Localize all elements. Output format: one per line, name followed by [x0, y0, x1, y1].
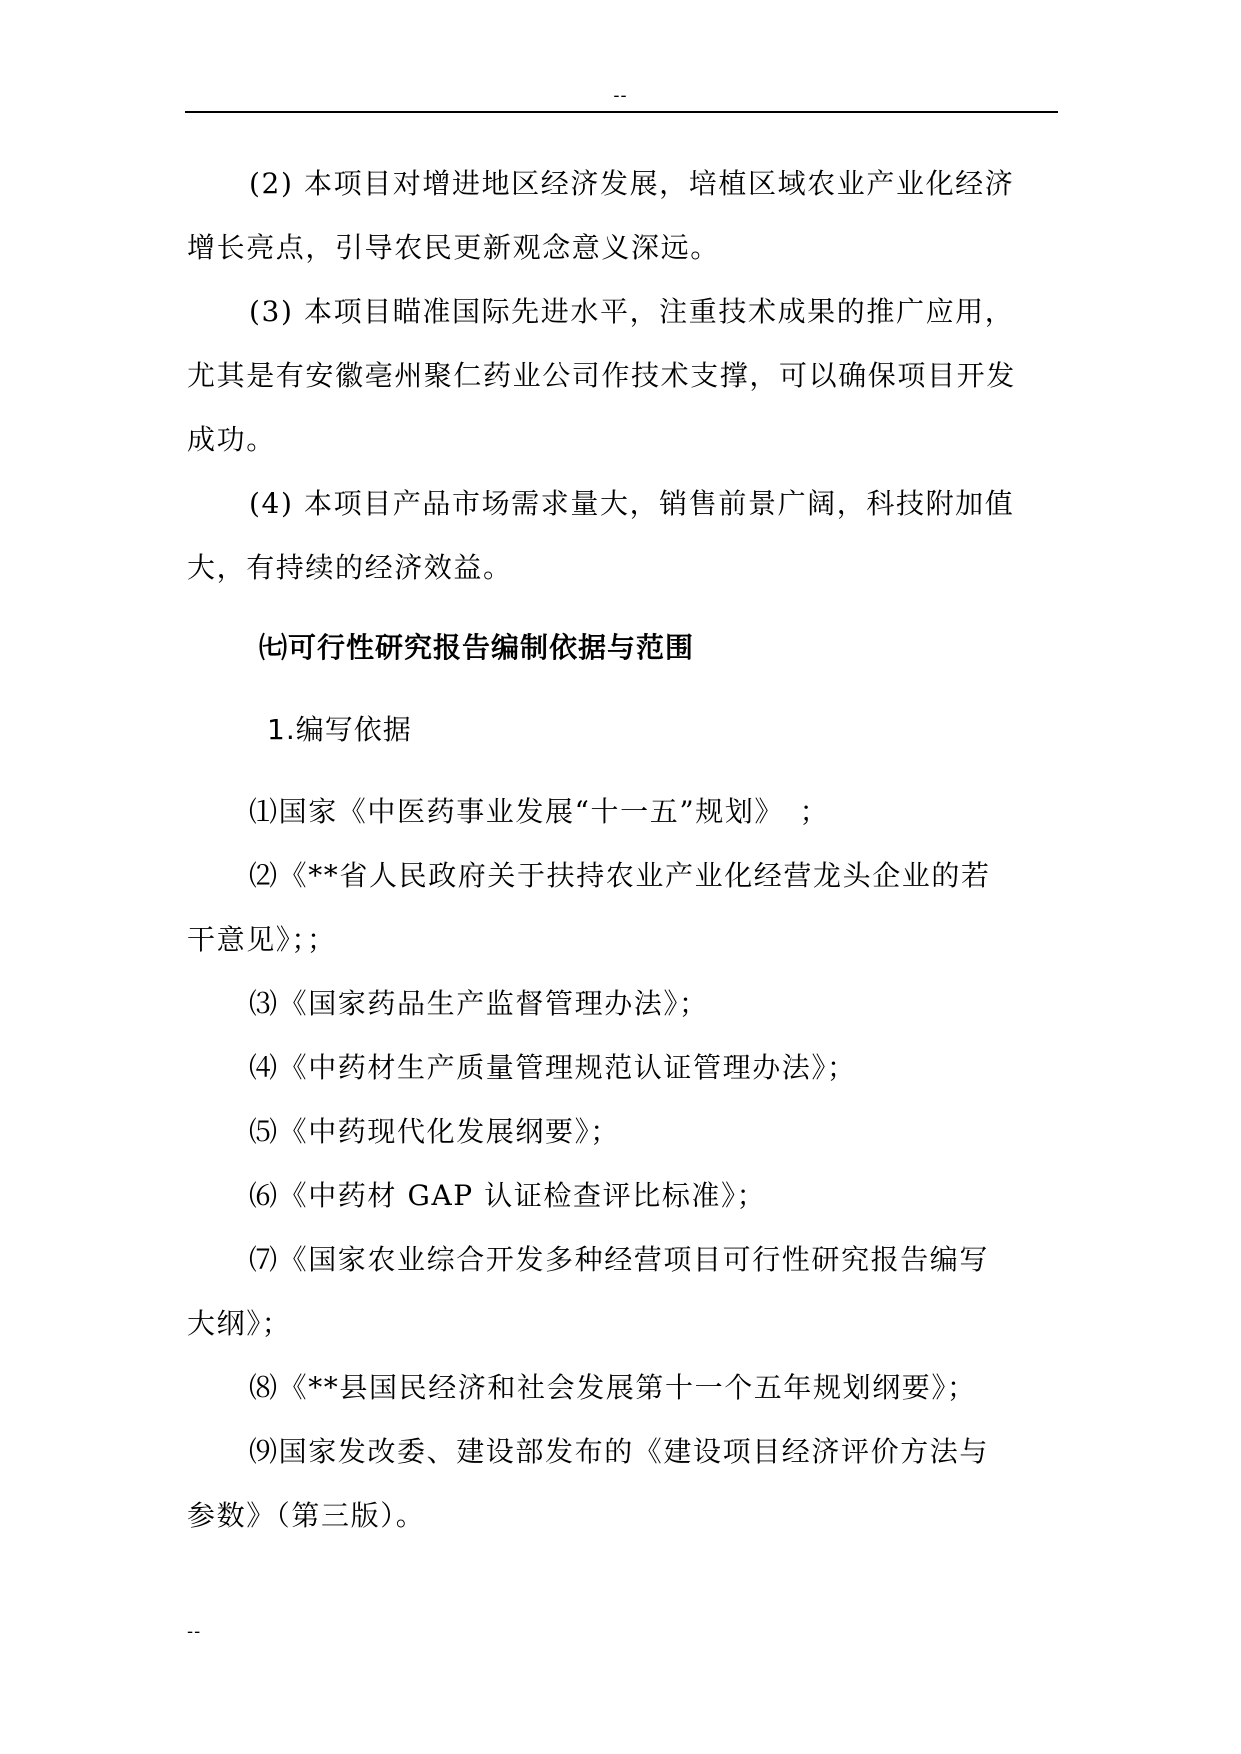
subsection-heading: 1.编写依据: [267, 713, 412, 746]
benefit-item: [187, 280, 1059, 472]
page-header-mark: --: [613, 85, 628, 106]
basis-item: ⑸《中药现代化发展纲要》；: [249, 1115, 620, 1148]
basis-item: ⑼国家发改委、建设部发布的《建设项目经济评价方法与: [249, 1435, 990, 1468]
paragraph-line: (2) 本项目对增进地区经济发展，培植区域农业产业化经济: [249, 167, 1015, 200]
benefit-item: [187, 152, 1059, 280]
header-rule: [185, 111, 1058, 113]
paragraph-line: 增长亮点，引导农民更新观念意义深远。: [187, 231, 720, 264]
basis-item: ⑻《**县国民经济和社会发展第十一个五年规划纲要》；: [249, 1371, 977, 1404]
basis-item: ⑺《国家农业综合开发多种经营项目可行性研究报告编写: [249, 1243, 990, 1276]
benefit-item: [187, 472, 1059, 600]
basis-item-continuation: 参数》（第三版）。: [187, 1499, 426, 1532]
basis-item: ⑵《**省人民政府关于扶持农业产业化经营龙头企业的若: [249, 859, 991, 892]
basis-item-continuation: 大纲》；: [187, 1307, 292, 1340]
paragraph-line: (4) 本项目产品市场需求量大，销售前景广阔，科技附加值: [249, 487, 1015, 520]
paragraph-line: (3) 本项目瞄准国际先进水平，注重技术成果的推广应用，: [249, 295, 1015, 328]
page-footer-mark: --: [187, 1621, 202, 1642]
basis-list: [187, 780, 1059, 1548]
basis-item: ⑴国家《中医药事业发展“十一五”规划》 ；: [249, 795, 830, 828]
basis-item: ⑶《国家药品生产监督管理办法》；: [249, 987, 709, 1020]
basis-item: ⑹《中药材 GAP 认证检查评比标准》；: [249, 1179, 767, 1212]
paragraph-line: 大，有持续的经济效益。: [187, 551, 513, 584]
basis-item-continuation: 干意见》；；: [187, 923, 337, 956]
basis-item: ⑷《中药材生产质量管理规范认证管理办法》；: [249, 1051, 857, 1084]
paragraph-line: 尤其是有安徽亳州聚仁药业公司作技术支撑，可以确保项目开发: [187, 359, 1016, 392]
document-body: [187, 152, 1059, 1548]
paragraph-line: 成功。: [187, 423, 276, 456]
section-heading: ㈦可行性研究报告编制依据与范围: [259, 631, 695, 664]
